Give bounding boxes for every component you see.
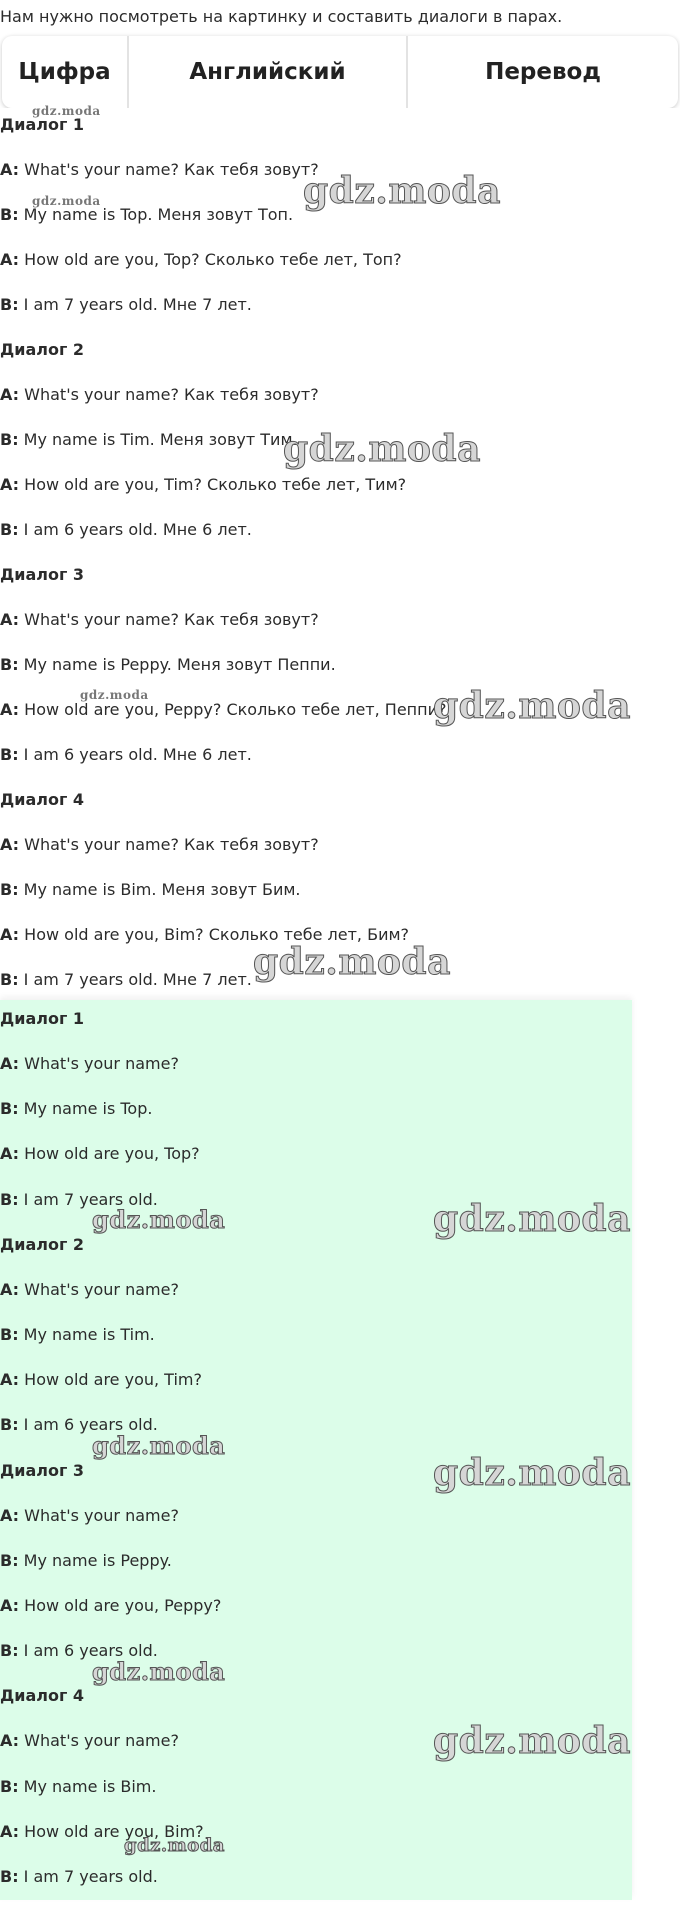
speaker-label: A:: [0, 925, 20, 944]
dialog-text: How old are you, Peppy? Сколько тебе лет, Пеппи?: [19, 700, 447, 719]
speaker-label: B:: [0, 205, 19, 224]
speaker-label: A:: [0, 1821, 20, 1841]
dialog-line: [0, 1551, 172, 1571]
speaker-label: B:: [0, 1325, 19, 1345]
dialog-text: How old are you, Top? Сколько тебе лет, Топ?: [19, 250, 402, 269]
dialog-line: [0, 1099, 152, 1119]
speaker-label: A:: [0, 700, 20, 719]
speaker-label: A:: [0, 1595, 20, 1615]
speaker-label: B:: [0, 1415, 19, 1435]
dialog-text: How old are you, Top?: [19, 1144, 200, 1164]
dialog-text: What's your name? Как тебя зовут?: [19, 160, 319, 179]
dialog-text: I am 6 years old. Мне 6 лет.: [18, 745, 252, 764]
speaker-label: A:: [0, 385, 20, 404]
speaker-label: B:: [0, 1866, 19, 1886]
dialog-heading: Диалог 3: [0, 1460, 85, 1480]
dialog-text: My name is Tim.: [18, 1325, 155, 1345]
watermark: gdz.moda: [92, 1431, 226, 1460]
dialog-text: My name is Tim. Меня зовут Тим.: [18, 430, 298, 449]
dialog-line: [0, 160, 319, 180]
dialog-heading: Диалог 4: [0, 1686, 85, 1706]
speaker-label: A:: [0, 250, 20, 269]
dialog-line: [0, 520, 252, 540]
dialog-heading: Диалог 2: [0, 1234, 85, 1254]
speaker-label: B:: [0, 655, 19, 674]
speaker-label: A:: [0, 610, 20, 629]
dialog-text: My name is Peppy. Меня зовут Пеппи.: [18, 655, 336, 674]
dialog-line: [0, 250, 402, 270]
dialog-line: [0, 1325, 155, 1345]
dialog-line: [0, 1054, 179, 1074]
dialog-line: [0, 205, 293, 225]
speaker-label: B:: [0, 1550, 19, 1570]
speaker-label: A:: [0, 1731, 20, 1751]
dialog-text: I am 7 years old.: [18, 1189, 158, 1209]
dialog-text: What's your name?: [19, 1279, 179, 1299]
watermark: gdz.moda: [433, 1720, 631, 1762]
dialog-line: [0, 1144, 200, 1164]
dialog-text: What's your name?: [19, 1505, 179, 1525]
watermark: gdz.moda: [253, 941, 451, 983]
dialog-text: My name is Bim.: [18, 1776, 157, 1796]
dialog-line: [0, 430, 298, 450]
dialog-text: What's your name? Как тебя зовут?: [19, 610, 319, 629]
dialog-text: I am 7 years old.: [18, 1866, 158, 1886]
speaker-label: B:: [0, 430, 19, 449]
speaker-label: B:: [0, 745, 19, 764]
speaker-label: A:: [0, 1505, 20, 1525]
dialog-line: [0, 880, 301, 900]
speaker-label: B:: [0, 520, 19, 539]
watermark: gdz.moda: [433, 1198, 631, 1240]
speaker-label: A:: [0, 1370, 20, 1390]
dialog-text: What's your name? Как тебя зовут?: [19, 835, 319, 854]
dialog-line: [0, 1280, 179, 1300]
watermark: gdz.moda: [433, 1452, 631, 1494]
dialog-line: [0, 700, 446, 720]
watermark: gdz.moda: [283, 428, 481, 470]
dialog-text: How old are you, Tim?: [19, 1370, 202, 1390]
dialog-heading: Диалог 1: [0, 115, 85, 134]
dialog-line: [0, 475, 406, 495]
dialog-text: How old are you, Bim? Сколько тебе лет, Бим?: [19, 925, 410, 944]
speaker-label: B:: [0, 1099, 19, 1119]
watermark: gdz.moda: [303, 170, 501, 212]
tab-digit[interactable]: Цифра: [2, 36, 129, 108]
dialog-line: [0, 1731, 179, 1751]
speaker-label: B:: [0, 295, 19, 314]
dialog-heading: Диалог 4: [0, 790, 85, 809]
dialog-text: My name is Top.: [18, 1099, 153, 1119]
watermark: gdz.moda: [80, 688, 149, 702]
speaker-label: A:: [0, 160, 20, 179]
watermark: gdz.moda: [433, 685, 631, 727]
dialog-line: [0, 745, 252, 765]
watermark: gdz.moda: [32, 194, 101, 208]
speaker-label: B:: [0, 1641, 19, 1661]
speaker-label: B:: [0, 1189, 19, 1209]
speaker-label: A:: [0, 1054, 20, 1074]
dialog-line: [0, 1506, 179, 1526]
dialog-line: [0, 1867, 158, 1887]
dialog-line: [0, 835, 319, 855]
intro-text: Нам нужно посмотреть на картинку и составить диалоги в парах.: [0, 7, 563, 26]
speaker-label: B:: [0, 970, 19, 989]
dialog-text: I am 6 years old. Мне 6 лет.: [18, 520, 252, 539]
speaker-label: A:: [0, 835, 20, 854]
dialog-text: I am 7 years old. Мне 7 лет.: [18, 295, 252, 314]
speaker-label: A:: [0, 1279, 20, 1299]
watermark: gdz.moda: [92, 1205, 226, 1234]
dialog-line: [0, 385, 319, 405]
tab-translation[interactable]: Перевод: [485, 59, 601, 85]
dialog-text: How old are you, Tim? Сколько тебе лет, Тим?: [19, 475, 407, 494]
dialog-text: I am 6 years old.: [18, 1415, 158, 1435]
dialog-heading: Диалог 2: [0, 340, 85, 359]
dialog-line: [0, 655, 336, 675]
tab-bar: [2, 36, 678, 108]
translation-panel: [0, 108, 680, 1000]
watermark: gdz.moda: [92, 1657, 226, 1686]
watermark: gdz.moda: [32, 104, 101, 118]
speaker-label: A:: [0, 1144, 20, 1164]
dialog-text: My name is Top. Меня зовут Топ.: [18, 205, 294, 224]
dialog-line: [0, 1777, 156, 1797]
dialog-text: What's your name?: [19, 1054, 179, 1074]
watermark: gdz.moda: [124, 1835, 225, 1856]
dialog-text: My name is Peppy.: [18, 1550, 172, 1570]
dialog-text: My name is Bim. Меня зовут Бим.: [18, 880, 301, 899]
speaker-label: B:: [0, 880, 19, 899]
dialog-text: I am 7 years old. Мне 7 лет.: [18, 970, 252, 989]
dialog-text: What's your name? Как тебя зовут?: [19, 385, 319, 404]
speaker-label: A:: [0, 475, 20, 494]
dialog-text: How old are you, Peppy?: [19, 1595, 222, 1615]
dialog-line: [0, 610, 319, 630]
dialog-line: [0, 295, 252, 315]
tab-english[interactable]: Английский: [129, 36, 408, 108]
dialog-line: [0, 970, 252, 990]
dialog-heading: Диалог 1: [0, 1009, 85, 1028]
dialog-line: [0, 1596, 221, 1616]
dialog-text: How old are you, Bim?: [19, 1821, 204, 1841]
dialog-heading: Диалог 3: [0, 565, 85, 584]
dialog-line: [0, 1370, 202, 1390]
dialog-text: I am 6 years old.: [18, 1641, 158, 1661]
dialog-text: What's your name?: [19, 1731, 179, 1751]
speaker-label: B:: [0, 1776, 19, 1796]
